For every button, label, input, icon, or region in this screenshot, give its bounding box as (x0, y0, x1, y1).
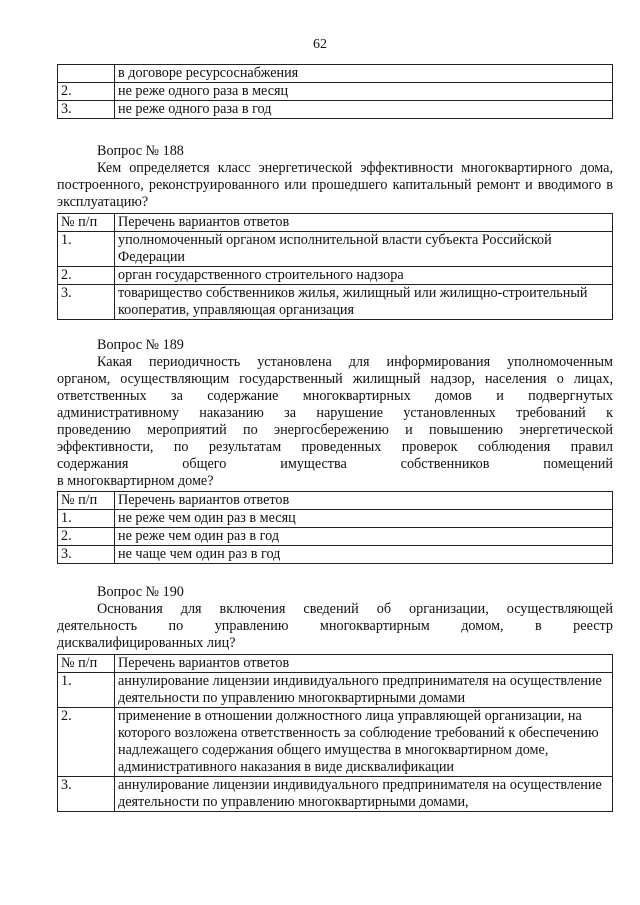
answer-text: в договоре ресурсоснабжения (115, 65, 613, 83)
table-row (58, 65, 613, 83)
answer-text: не реже одного раза в год (115, 101, 613, 119)
table-row (58, 510, 613, 528)
answer-number: 1. (58, 673, 115, 708)
answers-table-188 (57, 213, 613, 320)
answer-text: уполномоченный органом исполнительной власти субъекта Российской Федерации (115, 232, 613, 267)
question-text-line: в многоквартирном доме? (57, 473, 214, 489)
answer-text: применение в отношении должностного лица управляющей организации, на которого возложена ответственность за соблюдение требований к обеспечению надлежащего содержания общего имущества в многоквартирном доме, административного наказания в виде дисквалификации (115, 708, 613, 777)
answer-number: 1. (58, 510, 115, 528)
question-title: Вопрос № 188 (97, 143, 184, 159)
table-row (58, 673, 613, 708)
question-title: Вопрос № 190 (97, 584, 184, 600)
answer-number (58, 65, 115, 83)
table-row (58, 708, 613, 777)
question-text-line: органом, осуществляющим государственный жилищный надзор, населения о лицах, (57, 371, 613, 387)
answer-number: 2. (58, 528, 115, 546)
table-header-row (58, 492, 613, 510)
table-row (58, 267, 613, 285)
table-row (58, 285, 613, 320)
question-text-line: ответственных за содержание многоквартирных домов и подвергнутых (57, 388, 613, 404)
question-text-line: дисквалифицированных лиц? (57, 635, 236, 651)
question-text-line: проведению мероприятий по энергосбережению и повышению энергетической (57, 422, 613, 438)
question-text-line: эффективности, по результатам проведенных проверок соблюдения правил (57, 439, 613, 455)
table-row (58, 528, 613, 546)
column-header-answers: Перечень вариантов ответов (115, 214, 613, 232)
answers-table-190 (57, 654, 613, 812)
answer-number: 2. (58, 267, 115, 285)
table-row (58, 777, 613, 812)
question-text: Кем определяется класс энергетической эффективности многоквартирного дома, построенного, реконструированного или прошедшего капитальный ремонт и вводимого в эксплуатацию? (57, 160, 613, 210)
column-header-answers: Перечень вариантов ответов (115, 655, 613, 673)
answer-number: 2. (58, 708, 115, 777)
question-text-line: содержания общего имущества собственников помещений (57, 456, 613, 472)
answer-text: не реже чем один раз в месяц (115, 510, 613, 528)
table-header-row (58, 214, 613, 232)
table-row (58, 546, 613, 564)
column-header-answers: Перечень вариантов ответов (115, 492, 613, 510)
answer-text: не реже одного раза в месяц (115, 83, 613, 101)
answers-table-189 (57, 491, 613, 564)
question-189 (57, 337, 613, 490)
answer-number: 3. (58, 101, 115, 119)
answer-text: товарищество собственников жилья, жилищный или жилищно-строительный кооператив, управляющая организация (115, 285, 613, 320)
answer-text: аннулирование лицензии индивидуального предпринимателя на осуществление деятельности по управлению многоквартирными домами (115, 673, 613, 708)
answer-text: не чаще чем один раз в год (115, 546, 613, 564)
column-header-number: № п/п (58, 492, 115, 510)
answer-text: орган государственного строительного надзора (115, 267, 613, 285)
question-text-line: административному наказанию за нарушение установленных требований к (57, 405, 613, 421)
question-title: Вопрос № 189 (97, 337, 184, 353)
table-row (58, 232, 613, 267)
question-text-line: Какая периодичность установлена для информирования уполномоченным (97, 354, 613, 370)
column-header-number: № п/п (58, 655, 115, 673)
question-190 (57, 584, 613, 652)
table-header-row (58, 655, 613, 673)
table-row (58, 83, 613, 101)
answer-number: 3. (58, 546, 115, 564)
answer-number: 3. (58, 285, 115, 320)
question-188 (57, 143, 613, 211)
answer-number: 1. (58, 232, 115, 267)
question-text-line: деятельность по управлению многоквартирным домом, в реестр (57, 618, 613, 634)
answer-number: 2. (58, 83, 115, 101)
table-row (58, 101, 613, 119)
answer-number: 3. (58, 777, 115, 812)
answers-table-continued (57, 64, 613, 119)
answer-text: не реже чем один раз в год (115, 528, 613, 546)
column-header-number: № п/п (58, 214, 115, 232)
question-text-line: Основания для включения сведений об организации, осуществляющей (97, 601, 613, 617)
answer-text: аннулирование лицензии индивидуального предпринимателя на осуществление деятельности по управлению многоквартирными домами, (115, 777, 613, 812)
page-number: 62 (313, 37, 327, 52)
